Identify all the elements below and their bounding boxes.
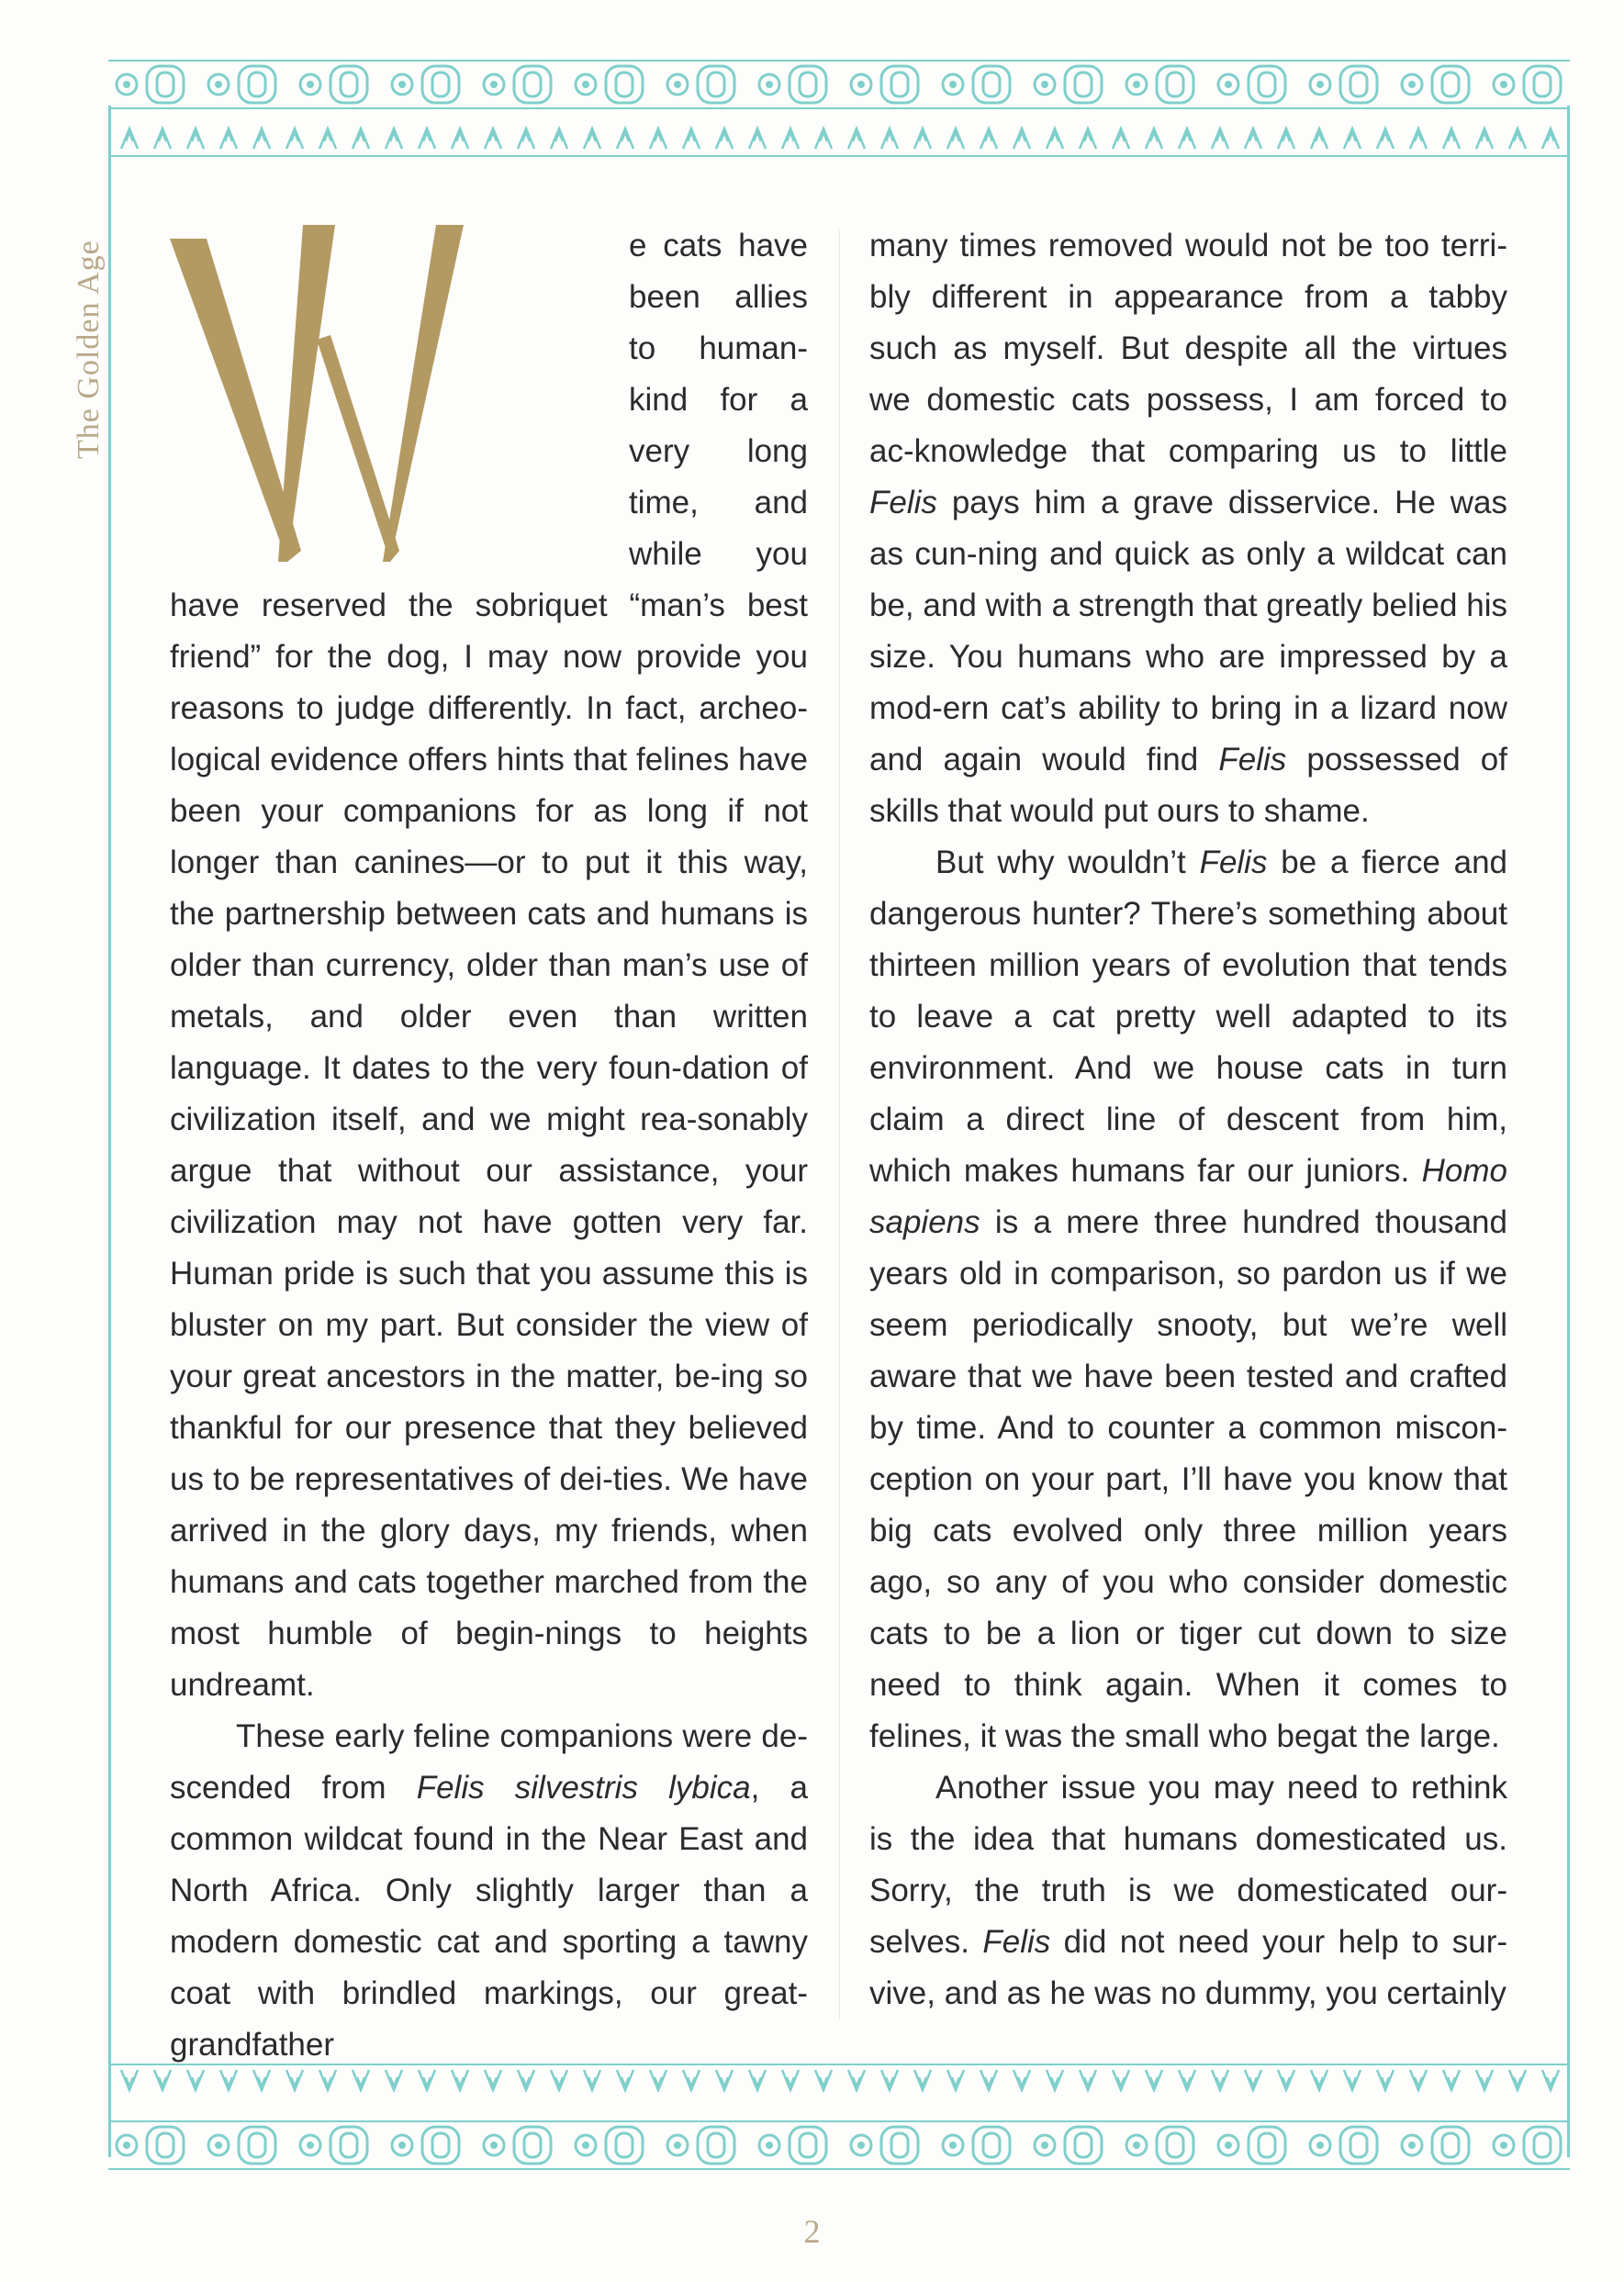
drop-cap-letter (170, 220, 629, 580)
text-run: is a mere three hundred thousand years old in comparison, so pardon us if we seem periodically snooty, but we’re well aware that we have been tested and crafted by time. And to counter a common miscon-ception on your part, I’ll have you know that big cats evolved only three million years ago, so any of you who consider domestic cats to be a lion or tiger cut down to size need to think again. When it comes to felines, it was the small who begat the large. (869, 1204, 1507, 1754)
ornament-unit (117, 2127, 184, 2164)
ornament-unit (208, 2127, 275, 2164)
ornament-unit (1494, 2127, 1561, 2164)
ornament-unit (392, 66, 459, 103)
ornament-unit (300, 66, 367, 103)
drop-cap-w (170, 220, 629, 580)
top-border-ornament (103, 55, 1575, 174)
ornament-unit (759, 66, 826, 103)
left-column (170, 220, 808, 2071)
italic-homo-sapiens: Homo sapiens (869, 1153, 1507, 1240)
ornament-unit (484, 66, 551, 103)
text-run: possessed of skills that would put ours to shame. (869, 742, 1508, 829)
ornament-unit (851, 66, 918, 103)
column-divider (839, 229, 840, 2019)
ornament-unit (576, 2127, 643, 2164)
text-run: But why wouldn’t (935, 845, 1200, 880)
ornament-unit (484, 2127, 551, 2164)
ornament-unit (1126, 66, 1193, 103)
ornament-unit (1310, 2127, 1377, 2164)
ornament-unit (1126, 2127, 1193, 2164)
paragraph (170, 1711, 808, 2071)
ornament-unit (1035, 66, 1102, 103)
ornament-unit (392, 2127, 459, 2164)
ornament-unit (1494, 66, 1561, 103)
italic-felis: Felis (1218, 742, 1287, 777)
ornament-unit (943, 66, 1010, 103)
italic-felis: Felis (982, 1924, 1051, 1960)
italic-felis: Felis (869, 485, 937, 520)
ornament-unit (117, 66, 184, 103)
ornament-unit (1402, 66, 1469, 103)
text-run: did not need your help to sur-vive, and as he was no dummy, you certainly (869, 1924, 1508, 2011)
ornament-unit (208, 66, 275, 103)
page-number: 2 (803, 2213, 821, 2250)
paragraph (869, 837, 1507, 1762)
ornament-unit (1310, 66, 1377, 103)
ornament-unit (1402, 2127, 1469, 2164)
paragraph (170, 220, 808, 1711)
italic-species-name: Felis silvestris lybica (416, 1770, 751, 1806)
paragraph (869, 1762, 1507, 2019)
ornament-unit (576, 66, 643, 103)
ornament-unit (1035, 2127, 1102, 2164)
ornament-unit (1218, 66, 1285, 103)
italic-felis: Felis (1199, 845, 1268, 880)
ornament-unit (300, 2127, 367, 2164)
text-run: many times removed would not be too terri-bly different in appearance from a tabby such as myself. But despite all the virtues we domestic cats possess, I am forced to ac-knowledge that comparing us to little (869, 228, 1507, 469)
text-run: pays him a grave disservice. He was as cun-ning and quick as only a wildcat can be, and with a strength that greatly belied his size. You humans who are impressed by a mod-ern cat’s ability to bring in a lizard now and again would find (869, 485, 1507, 777)
text-run: These early feline companions were de-scended from (170, 1718, 808, 1806)
ornament-unit (667, 66, 734, 103)
ornament-unit (759, 2127, 826, 2164)
paragraph-text: e cats have been allies to human-kind for a very long time, and while you have reserved the sobriquet “man’s best friend” for the dog, I may now provide you reasons to judge differently. In fact, archeo-logical evidence offers hints that felines have been your companions for as long if not longer than canines—or to put it this way, the partnership between cats and humans is older than currency, older than man’s use of metals, and older even than written language. It dates to the very foun-dation of civilization itself, and we might rea-sonably argue that without our assistance, your civilization may not have gotten very far. Human pride is such that you assume this is bluster on my part. But consider the view of your great ancestors in the matter, be-ing so thankful for our presence that they believed us to be representatives of dei-ties. We have arrived in the glory days, my friends, when humans and cats together marched from the most humble of begin-nings to heights undreamt. (170, 228, 808, 1703)
ornament-unit (943, 2127, 1010, 2164)
text-run: Another issue you may need to rethink is the idea that humans domesticated us. Sorry, the truth is we domesticated our-selves. (869, 1770, 1507, 1960)
text-run: , a common wildcat found in the Near East and North Africa. Only slightly larger than a modern domestic cat and sporting a tawny coat with brindled markings, our great-grandfather (170, 1770, 808, 2063)
ornament-unit (851, 2127, 918, 2164)
text-run: be a fierce and dangerous hunter? There’s something about thirteen million years of evolution that tends to leave a cat pretty well adapted to its environment. And we house cats in turn claim a direct line of descent from him, which makes humans far our juniors. (869, 845, 1507, 1189)
paragraph (869, 220, 1507, 837)
right-column (869, 220, 1507, 2019)
running-head: The Golden Age (72, 240, 106, 459)
ornament-unit (1218, 2127, 1285, 2164)
ornament-unit (667, 2127, 734, 2164)
